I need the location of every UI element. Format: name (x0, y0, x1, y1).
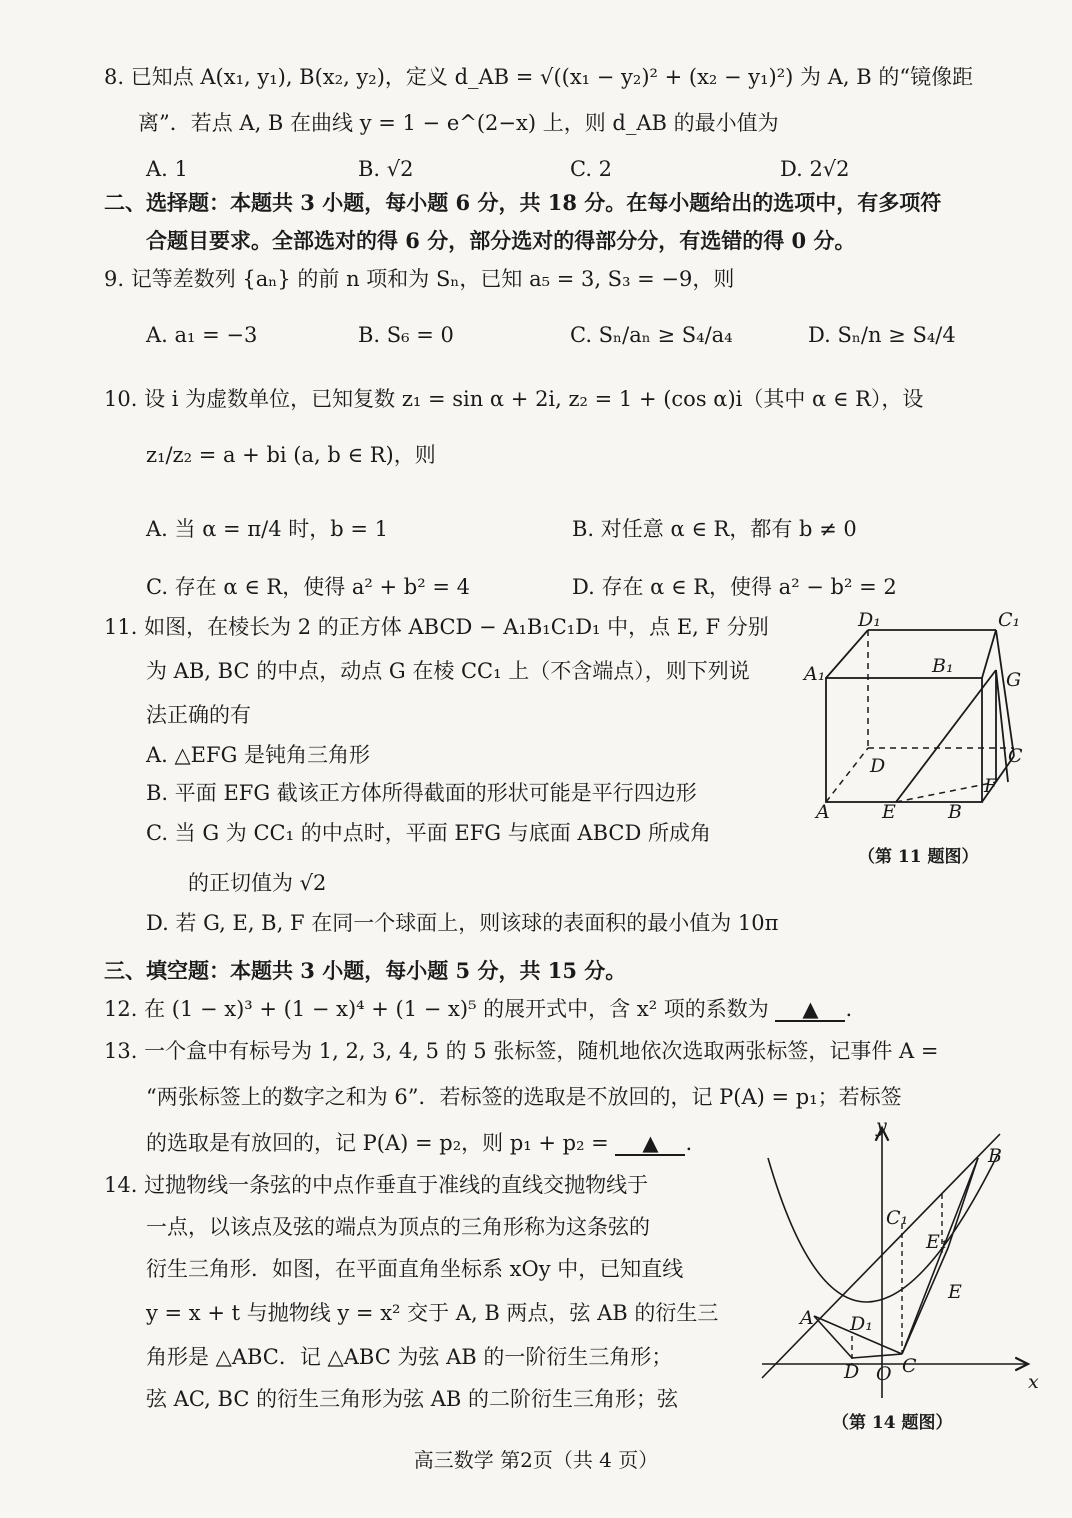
q14-line6: 弦 AC, BC 的衍生三角形为弦 AB 的二阶衍生三角形；弦 (146, 1387, 679, 1411)
graph-label-b: B (988, 1145, 1002, 1167)
q8-line2: 离”．若点 A, B 在曲线 y = 1 − e^(2−x) 上，则 d_AB 的最小值为 (138, 111, 779, 135)
q11-line2: 为 AB, BC 的中点，动点 G 在棱 CC₁ 上（不含端点），则下列说 (146, 659, 750, 683)
q9-option-b: B. S₆ = 0 (358, 323, 454, 347)
q14-line4: y = x + t 与抛物线 y = x² 交于 A, B 两点，弦 AB 的衍生三 (146, 1301, 719, 1325)
graph-label-a: A (800, 1307, 814, 1329)
q11-figure-caption: （第 11 题图） (858, 847, 979, 867)
cube-label-f: F (984, 775, 998, 797)
q12-end: . (845, 997, 853, 1021)
cube-label-b1: B₁ (932, 655, 954, 677)
q11-line3: 法正确的有 (146, 703, 251, 727)
section2-heading: 二、选择题：本题共 3 小题，每小题 6 分，共 18 分。在每小题给出的选项中，有多项符 (104, 190, 942, 215)
q14-line3: 衍生三角形．如图，在平面直角坐标系 xOy 中，已知直线 (146, 1257, 684, 1281)
cube-label-b: B (948, 801, 962, 823)
q12-text: 12. 在 (1 − x)³ + (1 − x)⁴ + (1 − x)⁵ 的展开式中，含 x² 项的系数为 (104, 997, 769, 1021)
q13-line3-text: 的选取是有放回的，记 P(A) = p₂，则 p₁ + p₂ = (146, 1131, 609, 1155)
q8-option-c: C. 2 (570, 157, 613, 181)
q12-stem (104, 994, 852, 1024)
graph-label-y: y (876, 1118, 887, 1137)
section2-instructions: 合题目要求。全部选对的得 6 分，部分选对的得部分分，有选错的得 0 分。 (146, 228, 856, 253)
cube-label-c: C (1008, 745, 1023, 767)
q9-option-a: A. a₁ = −3 (146, 323, 258, 347)
cube-label-d: D (870, 755, 886, 777)
q10-option-a: A. 当 α = π/4 时，b = 1 (146, 517, 388, 541)
q10-line2: z₁/z₂ = a + bi (a, b ∈ R)，则 (146, 443, 436, 467)
cube-label-a: A (816, 801, 830, 823)
q14-line1: 14. 过抛物线一条弦的中点作垂直于准线的直线交抛物线于 (104, 1173, 649, 1197)
cube-label-g: G (1006, 669, 1022, 691)
cube-label-a1: A₁ (804, 663, 826, 685)
q11-option-b: B. 平面 EFG 截该正方体所得截面的形状可能是平行四边形 (146, 781, 697, 805)
graph-label-o: O (876, 1363, 892, 1385)
q13-line2: “两张标签上的数字之和为 6”．若标签的选取是不放回的，记 P(A) = p₁；若标签 (146, 1085, 902, 1109)
q13-line3 (146, 1128, 692, 1158)
q14-figure-caption: （第 14 题图） (832, 1413, 953, 1433)
q10-line1: 10. 设 i 为虚数单位，已知复数 z₁ = sin α + 2i, z₂ = 1 + (cos α)i（其中 α ∈ R），设 (104, 387, 924, 411)
q10-option-c: C. 存在 α ∈ R，使得 a² + b² = 4 (146, 575, 470, 599)
q11-option-c-cont: 的正切值为 √2 (188, 871, 327, 895)
q13-answer-blank: ▲ (615, 1132, 685, 1156)
q14-line5: 角形是 △ABC．记 △ABC 为弦 AB 的一阶衍生三角形； (146, 1345, 673, 1369)
q13-line1: 13. 一个盒中有标号为 1, 2, 3, 4, 5 的 5 张标签，随机地依次选取两张标签，记事件 A = (104, 1039, 939, 1063)
q11-option-c: C. 当 G 为 CC₁ 的中点时，平面 EFG 与底面 ABCD 所成角 (146, 821, 711, 845)
graph-label-d1: D₁ (850, 1313, 873, 1335)
q9-option-d: D. Sₙ/n ≥ S₄/4 (808, 323, 956, 347)
q11-option-a: A. △EFG 是钝角三角形 (146, 743, 371, 767)
q11-line1: 11. 如图，在棱长为 2 的正方体 ABCD − A₁B₁C₁D₁ 中，点 E, F 分别 (104, 615, 769, 639)
graph-label-e: E (948, 1281, 962, 1303)
q11-option-d: D. 若 G, E, B, F 在同一个球面上，则该球的表面积的最小值为 10π (146, 911, 779, 935)
q14-parabola-figure (752, 1118, 1052, 1402)
q8-line1: 8. 已知点 A(x₁, y₁), B(x₂, y₂)，定义 d_AB = √((x₁ − y₂)² + (x₂ − y₁)²) 为 A, B 的“镜像距 (104, 65, 974, 89)
q9-stem: 9. 记等差数列 {aₙ} 的前 n 项和为 Sₙ，已知 a₅ = 3, S₃ = −9，则 (104, 267, 735, 291)
q8-option-d: D. 2√2 (780, 157, 850, 181)
q12-answer-blank: ▲ (775, 998, 845, 1022)
section3-heading: 三、填空题：本题共 3 小题，每小题 5 分，共 15 分。 (104, 958, 627, 983)
q10-option-b: B. 对任意 α ∈ R，都有 b ≠ 0 (572, 517, 857, 541)
q8-option-b: B. √2 (358, 157, 414, 181)
page-footer: 高三数学 第2页（共 4 页） (413, 1448, 659, 1472)
cube-label-c1: C₁ (998, 609, 1021, 631)
q8-option-a: A. 1 (146, 157, 188, 181)
graph-label-d: D (844, 1361, 860, 1383)
q10-option-d: D. 存在 α ∈ R，使得 a² − b² = 2 (572, 575, 897, 599)
q14-line2: 一点，以该点及弦的端点为顶点的三角形称为这条弦的 (146, 1215, 650, 1239)
graph-label-x: x (1028, 1371, 1039, 1393)
q11-cube-figure (800, 606, 1040, 828)
graph-label-c1: C₁ (886, 1207, 909, 1229)
q13-end: . (685, 1131, 693, 1155)
graph-label-c: C (902, 1355, 917, 1377)
graph-label-e1: E₁ (926, 1231, 948, 1253)
q9-option-c: C. Sₙ/aₙ ≥ S₄/a₄ (570, 323, 733, 347)
cube-label-e: E (882, 801, 896, 823)
cube-label-d1: D₁ (858, 609, 881, 631)
